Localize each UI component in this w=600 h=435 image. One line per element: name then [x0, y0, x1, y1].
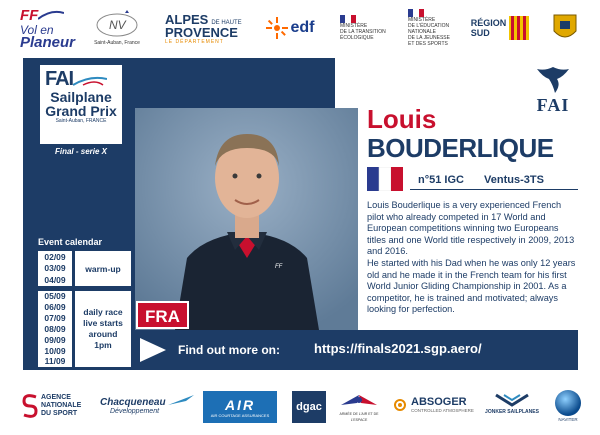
air-courtage-logo: [203, 391, 277, 423]
sgp-final-banner: Final - serie X: [40, 144, 122, 159]
warmup-date-1: 02/09: [44, 251, 66, 262]
pilot-first-name: Louis: [367, 104, 437, 134]
ministere2-line2: DE L'ÉDUCATION: [408, 23, 450, 29]
race-date-3: 07/09: [44, 313, 66, 324]
air-caption: AIR COURTAGE ASSURANCES: [210, 412, 270, 418]
alpes-logo: [165, 6, 243, 50]
absoger-logo: [392, 397, 474, 413]
top-sponsor-bar: [0, 0, 600, 56]
sgp-title1: Sailplane: [50, 89, 112, 105]
alpes-line1: ALPES: [165, 11, 209, 27]
chacqueneau-logo: [100, 397, 166, 415]
ans-line1: AGENCE: [41, 394, 71, 401]
chacq-plane-icon: [168, 393, 194, 407]
race-label: daily race live starts around 1pm: [83, 307, 123, 350]
glider-model: Ventus-3TS: [484, 174, 544, 186]
absoger-sun-icon: [392, 397, 408, 413]
absoger-line2: CONTROLLED ATMOSPHERE: [411, 408, 474, 413]
ans-logo: [22, 393, 81, 419]
alpes-line3: LE DÉPARTEMENT: [165, 38, 224, 45]
edf-sun-icon: [266, 17, 288, 39]
event-calendar-title: Event calendar: [38, 237, 103, 247]
jonker-wing-icon: [494, 391, 530, 409]
sgp-location: Saint-Auban, FRANCE: [55, 118, 107, 124]
warmup-dates-box: [38, 251, 72, 286]
race-date-2: 06/09: [44, 302, 66, 313]
ministere2-line5: ET DES SPORTS: [408, 41, 448, 47]
warmup-label-box: [75, 251, 131, 286]
france-flag-icon: [367, 167, 403, 191]
pilot-last-name: BOUDERLIQUE: [367, 133, 554, 163]
race-dates-box: [38, 291, 72, 367]
ffvp-line2: Vol en: [20, 22, 54, 37]
play-arrow-icon: [138, 336, 168, 364]
fai-logo-text: FAI: [536, 95, 570, 115]
fai-eagle-icon: [535, 65, 571, 95]
shirt-logo-text: FF: [275, 264, 283, 270]
pilot-photo: [135, 108, 358, 330]
jonker-logo: [484, 391, 540, 415]
edf-text: edf: [290, 19, 315, 36]
region-line1: RÉGION: [470, 18, 507, 28]
ministere1-line2: DE LA TRANSITION: [340, 29, 386, 35]
alpes-line2: PROVENCE: [165, 24, 238, 40]
pilot-portrait-illustration: [135, 108, 358, 330]
edf-logo: [260, 6, 320, 50]
naviter-text: NAVITER: [558, 417, 578, 422]
nv-text: NV: [109, 18, 126, 32]
jonker-text: JONKER SAILPLANES: [485, 409, 539, 415]
cta-label: Find out more on:: [178, 343, 280, 357]
nv-caption: Saint-Auban, France: [94, 40, 140, 46]
chacq-line2: Développement: [110, 408, 160, 415]
info-divider-line: [410, 189, 578, 190]
alpes-line1b: DE HAUTE: [211, 19, 242, 26]
warmup-label: warm-up: [85, 263, 121, 274]
dgac-logo: [292, 391, 326, 423]
region-sud-logo: [470, 6, 530, 50]
ministere1-line3: ÉCOLOGIQUE: [340, 35, 374, 41]
armee-air-logo: [337, 391, 381, 423]
naviter-logo: [552, 389, 584, 425]
race-date-1: 05/09: [44, 291, 66, 302]
cta-url-link[interactable]: https://finals2021.sgp.aero/: [314, 341, 482, 356]
marianne-flag-icon-2: [408, 9, 424, 17]
race-label-box: [75, 291, 131, 367]
naviter-globe-icon: [554, 389, 582, 417]
fai-logo: [530, 65, 576, 121]
air-text: AIR: [224, 396, 256, 413]
ans-line2: NATIONALE: [41, 402, 82, 409]
race-date-6: 10/09: [44, 345, 66, 356]
armee-wings-icon: [339, 391, 379, 411]
chacq-line1: Chacqueneau: [100, 397, 166, 408]
region-line2: SUD: [470, 28, 490, 38]
sgp-title2: Grand Prix: [45, 103, 117, 119]
ministere1-line1: MINISTÈRE: [340, 23, 368, 29]
race-date-5: 09/09: [44, 334, 66, 345]
nv-logo: [92, 6, 142, 50]
ans-s-icon: [22, 393, 38, 419]
sgp-glider-icon: [73, 73, 107, 87]
absoger-line1: ABSOGER: [411, 396, 467, 408]
ffvp-logo: [20, 6, 76, 51]
ministere-education-logo: [408, 6, 458, 50]
region-flag-icon: [509, 16, 529, 40]
ministere2-line3: NATIONALE: [408, 29, 436, 35]
ministere2-line4: DE LA JEUNESSE: [408, 35, 450, 41]
ministere2-line1: MINISTÈRE: [408, 17, 436, 23]
marianne-flag-icon-1: [340, 15, 356, 23]
coat-of-arms-logo: [550, 6, 580, 50]
ffvp-ff-text: FF: [20, 6, 39, 24]
country-badge: FRA: [136, 301, 189, 329]
race-date-4: 08/09: [44, 323, 66, 334]
ans-line3: DU SPORT: [41, 410, 78, 417]
coat-of-arms-icon: [552, 13, 578, 43]
race-date-7: 11/09: [44, 356, 66, 367]
igc-number: n°51 IGC: [418, 174, 464, 186]
ministere-ecologie-logo: [340, 6, 386, 50]
warmup-date-2: 03/09: [44, 263, 66, 274]
ffvp-wing-icon: [38, 9, 64, 21]
armee-caption: ARMÉE DE L'AIR ET DE L'ESPACE: [339, 412, 379, 422]
ffvp-line3: Planeur: [20, 33, 76, 51]
sgp-event-logo: [38, 63, 124, 161]
bottom-sponsor-bar: [0, 385, 600, 435]
warmup-date-3: 04/09: [44, 275, 66, 286]
pilot-bio: Louis Bouderlique is a very experienced French pilot who already competed in 17 World and European competitions winning two Europeans titles and one World title respectively in 2009, 2013 and 2016. He started with his Dad when he was only 12 years old and he made it in the French team for his first World Junior Gliding Championship in 2001. As a competitor, he is trained and motivated; always looking for perfection.: [367, 200, 576, 315]
sgp-fai-text: FAI: [45, 68, 74, 90]
dgac-text: dgac: [296, 401, 322, 413]
